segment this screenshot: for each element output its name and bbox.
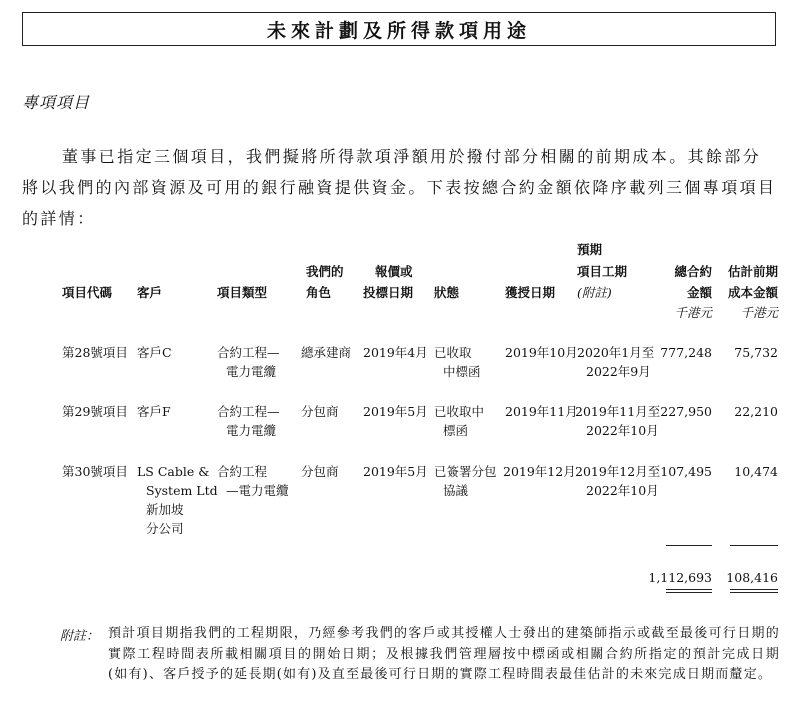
table-cell-tender: 2019年4月 bbox=[363, 345, 428, 360]
table-cell-customer: 分公司 bbox=[146, 521, 184, 536]
table-cell-type: 合約工程— bbox=[217, 404, 280, 419]
intro-paragraph: 董事已指定三個項目，我們擬將所得款項淨額用於撥付部分相關的前期成本。其餘部分將以我們的內部資源及可用的銀行融資提供資金。下表按總合約金額依降序載列三個專項項目的詳情： bbox=[22, 147, 777, 228]
table-cell-total: 777,248 bbox=[660, 345, 712, 360]
table-cell-code: 第28號項目 bbox=[62, 345, 128, 360]
total-double-rule bbox=[666, 589, 712, 590]
header-status: 狀態 bbox=[434, 285, 460, 300]
header-total-unit: 千港元 bbox=[674, 305, 712, 320]
table-cell-tender: 2019年5月 bbox=[363, 464, 428, 479]
table-cell-type: 合約工程— bbox=[217, 345, 280, 360]
page-title: 未來計劃及所得款項用途 bbox=[22, 12, 776, 46]
table-cell-customer: System Ltd bbox=[146, 483, 218, 498]
table-cell-period: 2019年11月至 bbox=[575, 404, 661, 419]
table-cell-period: 2022年10月 bbox=[586, 483, 659, 498]
table-cell-status: 已簽署分包 bbox=[434, 464, 497, 479]
table-cell-code: 第30號項目 bbox=[62, 464, 128, 479]
table-cell-customer: 新加坡 bbox=[146, 502, 184, 517]
header-type: 項目類型 bbox=[217, 285, 268, 300]
total-contract-sum: 1,112,693 bbox=[648, 570, 712, 585]
header-tender-line1: 報價或 bbox=[375, 264, 413, 279]
table-cell-cost: 75,732 bbox=[734, 345, 778, 360]
table-cell-role: 總承建商 bbox=[301, 345, 352, 360]
section-heading: 專項項目 bbox=[22, 93, 91, 112]
table-cell-role: 分包商 bbox=[301, 464, 339, 479]
total-double-rule bbox=[730, 589, 778, 590]
table-cell-award: 2019年11月 bbox=[505, 404, 578, 419]
subtotal-rule bbox=[666, 545, 712, 546]
header-role-line1: 我們的 bbox=[306, 264, 344, 279]
header-total-line2: 金額 bbox=[686, 285, 712, 300]
table-cell-type: 電力電纜 bbox=[226, 423, 277, 438]
table-cell-type: 合約工程 bbox=[217, 464, 268, 479]
table-cell-status: 已收取 bbox=[434, 345, 472, 360]
header-cost-line1: 估計前期 bbox=[727, 264, 778, 279]
table-cell-customer: 客戶C bbox=[137, 345, 172, 360]
note-text: 預計項目期指我們的工程期限，乃經參考我們的客戶或其授權人士發出的建築師指示或截至最後可行日期的實際工程時間表所載相關項目的開始日期；及根據我們管理層按中標函或相關合約所指定的預計完成日期(如有)、客戶授予的延長期(如有)及直至最後可行日期的實際工程時間表最佳估計的未來完成日期而釐定。 bbox=[108, 626, 780, 682]
table-cell-award: 2019年12月 bbox=[503, 464, 576, 479]
header-tender-line2: 投標日期 bbox=[363, 285, 414, 300]
total-double-rule bbox=[730, 592, 778, 593]
header-period-line1: 預期 bbox=[577, 242, 603, 257]
table-cell-type: —電力電纜 bbox=[226, 483, 289, 498]
table-cell-cost: 10,474 bbox=[734, 464, 778, 479]
header-period-line2: 項目工期 bbox=[577, 264, 628, 279]
table-cell-total: 107,495 bbox=[660, 464, 712, 479]
table-cell-period: 2022年9月 bbox=[586, 364, 651, 379]
table-cell-role: 分包商 bbox=[301, 404, 339, 419]
header-period-note: (附註) bbox=[577, 285, 612, 300]
header-award: 獲授日期 bbox=[505, 285, 556, 300]
table-cell-customer: 客戶F bbox=[137, 404, 171, 419]
header-role-line2: 角色 bbox=[306, 285, 332, 300]
table-cell-status: 協議 bbox=[443, 483, 469, 498]
table-cell-total: 227,950 bbox=[660, 404, 712, 419]
header-total-line1: 總合約 bbox=[674, 264, 712, 279]
table-cell-period: 2020年1月至 bbox=[577, 345, 655, 360]
table-cell-tender: 2019年5月 bbox=[363, 404, 428, 419]
table-cell-status: 已收取中 bbox=[434, 404, 485, 419]
table-cell-status: 標函 bbox=[443, 423, 469, 438]
table-cell-status: 中標函 bbox=[443, 364, 481, 379]
table-cell-period: 2022年10月 bbox=[586, 423, 659, 438]
note-label: 附註： bbox=[60, 629, 100, 644]
table-cell-period: 2019年12月至 bbox=[575, 464, 661, 479]
table-cell-type: 電力電纜 bbox=[226, 364, 277, 379]
table-cell-award: 2019年10月 bbox=[505, 345, 578, 360]
total-cost-sum: 108,416 bbox=[726, 570, 778, 585]
header-customer: 客戶 bbox=[137, 285, 163, 300]
header-code: 項目代碼 bbox=[62, 285, 113, 300]
subtotal-rule bbox=[730, 545, 778, 546]
table-cell-customer: LS Cable & bbox=[137, 464, 210, 479]
header-cost-line2: 成本金額 bbox=[727, 285, 778, 300]
table-cell-cost: 22,210 bbox=[734, 404, 778, 419]
total-double-rule bbox=[666, 592, 712, 593]
header-cost-unit: 千港元 bbox=[740, 305, 778, 320]
table-cell-code: 第29號項目 bbox=[62, 404, 128, 419]
